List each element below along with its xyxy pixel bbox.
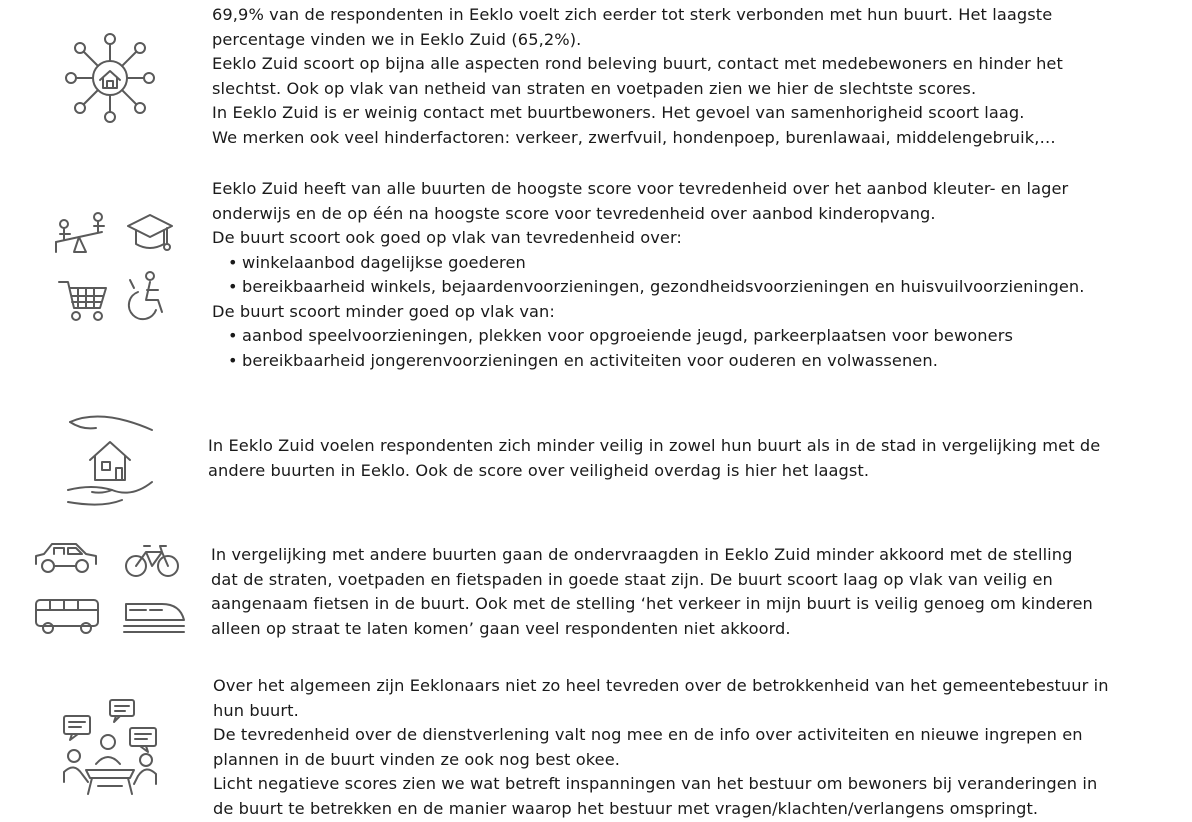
text-line: In Eeklo Zuid is er weinig contact met buurtbewoners. Het gevoel van samenhorigheid scoort laag. xyxy=(212,103,1025,122)
text-line: dat de straten, voetpaden en fietspaden in goede staat zijn. De buurt scoort laag op vlak van veilig en xyxy=(211,569,1053,589)
section1-text xyxy=(212,3,1063,150)
graduation-cap-icon xyxy=(125,210,175,256)
text-line: plannen in de buurt vinden ze ook nog best okee. xyxy=(213,749,621,769)
good-list xyxy=(212,251,1085,300)
meeting-chat-icon xyxy=(58,698,162,798)
bicycle-icon xyxy=(124,540,180,578)
community-network-icon xyxy=(62,30,158,126)
bad-heading: De buurt scoort minder goed op vlak van: xyxy=(212,301,555,321)
text-line: slechtst. Ook op vlak van netheid van straten en voetpaden zien we hier de slechtste scores. xyxy=(212,78,977,98)
section5-text xyxy=(213,674,1109,821)
text-line: percentage vinden we in Eeklo Zuid (65,2%). xyxy=(212,29,582,49)
text-line: andere buurten in Eeklo. Ook de score over veiligheid overdag is hier het laagst. xyxy=(208,460,870,480)
section4-text xyxy=(211,543,1093,641)
wheelchair-icon xyxy=(122,270,170,324)
playground-seesaw-icon xyxy=(52,212,114,258)
text-line: onderwijs en de op één na hoogste score voor tevredenheid over aanbod kinderopvang. xyxy=(212,203,936,223)
text-line: Licht negatieve scores zien we wat betreft inspanningen van het bestuur om bewoners bij veranderingen in xyxy=(213,774,1098,793)
text-line: aangenaam fietsen in de buurt. Ook met de stelling ‘het verkeer in mijn buurt is veilig genoeg om kinderen xyxy=(211,594,1093,613)
list-item: • bereikbaarheid winkels, bejaardenvoorzieningen, gezondheidsvoorzieningen en huisvuilvoorzieningen. xyxy=(212,275,1085,300)
list-item: • bereikbaarheid jongerenvoorzieningen en activiteiten voor ouderen en volwassenen. xyxy=(212,349,1085,374)
text-line: hun buurt. xyxy=(213,700,299,720)
text-line: de buurt te betrekken en de manier waarop het bestuur met vragen/klachten/verlangens omspringt. xyxy=(213,798,1039,818)
list-item: • aanbod speelvoorzieningen, plekken voor opgroeiende jeugd, parkeerplaatsen voor bewoners xyxy=(212,324,1085,349)
text-line: We merken ook veel hinderfactoren: verkeer, zwerfvuil, hondenpoep, burenlawaai, middelengebruik,… xyxy=(212,127,1056,147)
hands-house-icon xyxy=(62,408,158,512)
list-item: • winkelaanbod dagelijkse goederen xyxy=(212,251,1085,276)
text-line: Eeklo Zuid heeft van alle buurten de hoogste score voor tevredenheid over het aanbod kleuter- en lager xyxy=(212,179,1069,198)
bad-list xyxy=(212,324,1085,373)
bus-icon xyxy=(32,596,102,638)
section2-text xyxy=(212,177,1085,373)
shopping-cart-icon xyxy=(56,276,110,324)
train-icon xyxy=(120,598,188,636)
car-icon xyxy=(32,540,100,576)
text-line: Over het algemeen zijn Eeklonaars niet zo heel tevreden over de betrokkenheid van het gemeentebestuur in xyxy=(213,676,1109,695)
text-line: 69,9% van de respondenten in Eeklo voelt zich eerder tot sterk verbonden met hun buurt. Het laagste xyxy=(212,5,1053,24)
section3-text xyxy=(208,434,1100,483)
text-line: In Eeklo Zuid voelen respondenten zich minder veilig in zowel hun buurt als in de stad in vergelijking met de xyxy=(208,436,1101,455)
text-line: Eeklo Zuid scoort op bijna alle aspecten rond beleving buurt, contact met medebewoners en hinder het xyxy=(212,54,1063,73)
text-line: De tevredenheid over de dienstverlening valt nog mee en de info over activiteiten en nieuwe ingrepen en xyxy=(213,725,1083,744)
text-line: In vergelijking met andere buurten gaan de ondervraagden in Eeklo Zuid minder akkoord met de stelling xyxy=(211,545,1073,564)
good-heading: De buurt scoort ook goed op vlak van tevredenheid over: xyxy=(212,228,682,247)
text-line: alleen op straat te laten komen’ gaan veel respondenten niet akkoord. xyxy=(211,618,791,638)
